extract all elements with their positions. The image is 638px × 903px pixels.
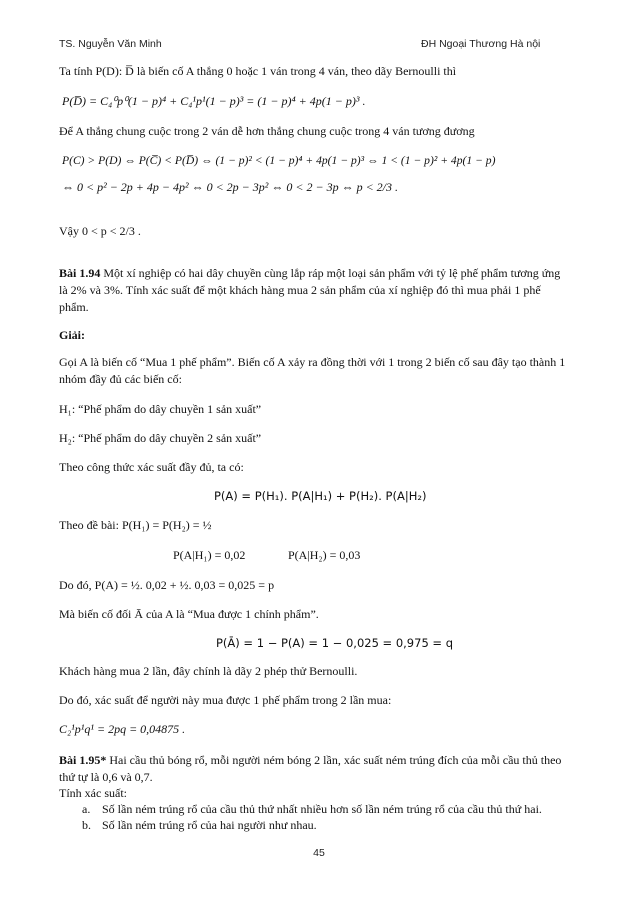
text-line: thứ tự là 0,6 và 0,7. — [59, 770, 153, 784]
exercise-1-94-line — [59, 266, 560, 280]
text-line: H₁: “Phế phẩm do dây chuyền 1 sản xuất” — [59, 402, 262, 416]
text-line: Mà biến cố đối Ā của A là “Mua được 1 chính phẩm”. — [59, 607, 319, 621]
list-label: a. — [82, 802, 91, 816]
text-line: Hai cầu thủ bóng rổ, mỗi người ném bóng 2 lần, xác suất ném trúng đích của mỗi cầu thủ theo — [106, 753, 562, 767]
text-line: P(A|H₂) = 0,03 — [288, 548, 361, 562]
header-author: TS. Nguyễn Văn Minh — [59, 38, 162, 50]
solution-heading: Giải: — [59, 328, 85, 342]
exercise-label: Bài 1.95* — [59, 753, 107, 767]
text-line: là 2% và 3%. Tính xác suất để một khách hàng mua 2 sản phẩm của xí nghiệp đó thì mua phải 1 phế — [59, 283, 541, 297]
text-line: Do đó, xác suất để người này mua được 1 phế phẩm trong 2 lần mua: — [59, 693, 392, 707]
header-institution: ĐH Ngoại Thương Hà nội — [421, 38, 541, 50]
text-line: phẩm. — [59, 300, 89, 314]
text-line: nhóm đầy đủ các biến cố: — [59, 372, 182, 386]
exercise-label: Bài 1.94 — [59, 266, 101, 280]
formula-line: C₂¹p¹q¹ = 2pq = 0,04875 . — [59, 722, 186, 736]
list-text: Số lần ném trúng rổ của cầu thủ thứ nhất nhiều hơn số lần ném trúng rổ của cầu thủ thứ hai. — [102, 802, 542, 816]
page-number: 45 — [313, 847, 325, 859]
text-line: Khách hàng mua 2 lần, đây chính là dãy 2 phép thử Bernoulli. — [59, 664, 358, 678]
text-line: Vậy 0 < p < 2/3 . — [59, 224, 141, 238]
formula-line: P(A) = P(H₁). P(A|H₁) + P(H₂). P(A|H₂) — [214, 489, 427, 503]
text-line: P(A|H₁) = 0,02 — [173, 548, 246, 562]
list-label: b. — [82, 818, 91, 832]
text-line: Ta tính P(D): D̅ là biến cố A thắng 0 hoặc 1 ván trong 4 ván, theo dãy Bernoulli thì — [59, 64, 457, 78]
formula-line: ⇔ 0 < p² − 2p + 4p − 4p² ⇔ 0 < 2p − 3p² ⇔ 0 < 2 − 3p ⇔ p < 2/3 . — [62, 180, 399, 194]
text-line: H₂: “Phế phẩm do dây chuyền 2 sản xuất” — [59, 431, 262, 445]
text-line: Theo công thức xác suất đầy đủ, ta có: — [59, 460, 244, 474]
text-line: Do đó, P(A) = ½. 0,02 + ½. 0,03 = 0,025 = p — [59, 578, 275, 592]
exercise-1-95-line — [59, 753, 561, 767]
text-line: Tính xác suất: — [59, 786, 127, 800]
formula-line: P(D̅) = C₄⁰p⁰(1 − p)⁴ + C₄¹p¹(1 − p)³ = (1 − p)⁴ + 4p(1 − p)³ . — [62, 94, 366, 108]
text-line: Để A thắng chung cuộc trong 2 ván dễ hơn thắng chung cuộc trong 4 ván tương đương — [59, 124, 475, 138]
formula-line: P(C) > P(D) ⇔ P(C̅) < P(D̅) ⇔ (1 − p)² < (1 − p)⁴ + 4p(1 − p)³ ⇔ 1 < (1 − p)² + 4p(1 − p) — [62, 154, 496, 167]
list-item — [82, 818, 317, 832]
text-line: Một xí nghiệp có hai dây chuyền cùng lắp ráp một loại sản phẩm với tỷ lệ phế phẩm tương ứng — [100, 266, 561, 280]
list-text: Số lần ném trúng rổ của hai người như nhau. — [102, 818, 317, 832]
text-line: Gọi A là biến cố “Mua 1 phế phẩm”. Biến cố A xảy ra đồng thời với 1 trong 2 biến cố sau đây tạo thành 1 — [59, 355, 566, 369]
text-line: Theo đề bài: P(H₁) = P(H₂) = ½ — [59, 518, 212, 532]
list-item — [82, 802, 542, 816]
formula-line: P(Ā) = 1 − P(A) = 1 − 0,025 = 0,975 = q — [216, 636, 454, 650]
